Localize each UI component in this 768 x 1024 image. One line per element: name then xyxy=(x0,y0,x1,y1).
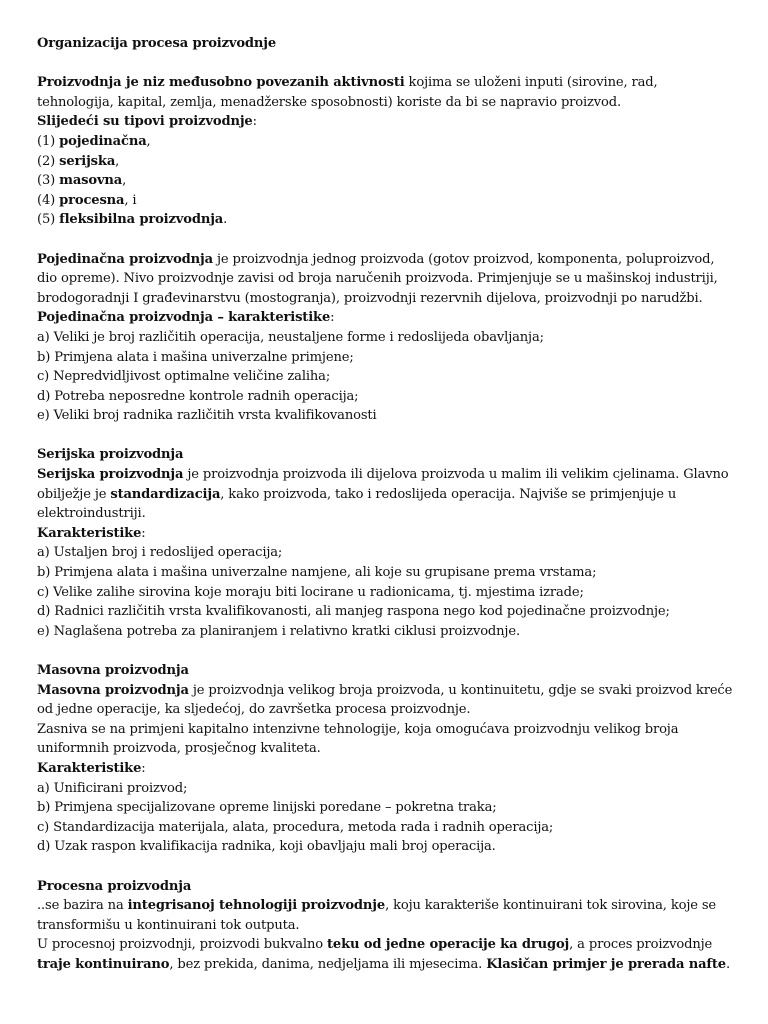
list-item: b) Primjena alata i mašina univerzalne primjene; xyxy=(37,349,354,365)
masovna-paragraph-2: Zasniva se na primjeni kapitalno intenzivne tehnologije, koja omogućava proizvodnju velikog broja uniformnih proizvoda, prosječnog kvaliteta. xyxy=(37,721,679,757)
list-item: d) Radnici različitih vrsta kvalifikovanosti, ali manjeg raspona nego kod pojedinačne proizvodnje; xyxy=(37,604,670,620)
type-item: (3) masovna, xyxy=(37,173,127,189)
document-title: Organizacija procesa proizvodnje xyxy=(37,36,277,51)
procesna-paragraph-2: U procesnoj proizvodnji, proizvodi bukvalno teku od jedne operacije ka drugoj, a proces proizvodnje traje kontinuirano, bez prekida, danima, nedjeljama ili mjesecima. Klasičan primjer je prerada nafte. xyxy=(37,937,731,972)
intro-paragraph: Proizvodnja je niz međusobno povezanih aktivnosti kojima se uloženi inputi (sirovine, rad, tehnologija, kapital, zemlja, menadžerske sposobnosti) koriste da bi se napravio proizvod. xyxy=(37,75,658,110)
list-item: c) Standardizacija materijala, alata, procedura, metoda rada i radnih operacija; xyxy=(37,819,554,835)
serijska-paragraph: Serijska proizvodnja je proizvodnja proizvoda ili dijelova proizvoda u malim ili velikim cjelinama. Glavno obilježje je standardizacija, kako proizvoda, tako i redoslijeda operacija. Najviše se primjenjuje u elektroindustriji. xyxy=(37,467,729,522)
list-item: a) Ustaljen broj i redoslijed operacija; xyxy=(37,545,283,561)
type-item: (2) serijska, xyxy=(37,153,120,169)
procesna-heading: Procesna proizvodnja xyxy=(37,878,192,894)
types-heading: Slijedeći su tipovi proizvodnje: xyxy=(37,114,257,130)
list-item: b) Primjena specijalizovane opreme linijski poredane – pokretna traka; xyxy=(37,800,497,816)
procesna-paragraph: ..se bazira na integrisanoj tehnologiji proizvodnje, koju karakteriše kontinuirani tok sirovina, koje se transformišu u kontinuirani tok outputa. xyxy=(37,898,717,933)
pojedinacna-characteristics-heading: Pojedinačna proizvodnja – karakteristike: xyxy=(37,310,335,326)
list-item: e) Veliki broj radnika različitih vrsta kvalifikovanosti xyxy=(37,408,377,424)
masovna-heading: Masovna proizvodnja xyxy=(37,663,189,678)
masovna-characteristics-heading: Karakteristike: xyxy=(37,760,146,776)
type-item: (4) procesna, i xyxy=(37,192,137,208)
list-item: a) Veliki je broj različitih operacija, neustaljene forme i redoslijeda obavljanja; xyxy=(37,329,544,345)
list-item: d) Uzak raspon kvalifikacija radnika, koji obavljaju mali broj operacija. xyxy=(37,839,496,855)
list-item: a) Unificirani proizvod; xyxy=(37,780,188,796)
serijska-characteristics-heading: Karakteristike: xyxy=(37,525,146,541)
serijska-heading: Serijska proizvodnja xyxy=(37,447,184,463)
list-item: b) Primjena alata i mašina univerzalne namjene, ali koje su grupisane prema vrstama; xyxy=(37,565,597,581)
list-item: c) Velike zalihe sirovina koje moraju biti locirane u radionicama, tj. mjestima izrade; xyxy=(37,584,584,600)
pojedinacna-paragraph: Pojedinačna proizvodnja je proizvodnja jednog proizvoda (gotov proizvod, komponenta, poluproizvod, dio opreme). Nivo proizvodnje zavisi od broja naručenih proizvoda. Primjenjuje se u mašinskoj industriji, brodogoradnji I građevinarstvu (mostogranja), proizvodnji rezervnih dijelova, proizvodnji po narudžbi. xyxy=(37,251,718,306)
type-item: (1) pojedinačna, xyxy=(37,133,151,149)
type-item: (5) fleksibilna proizvodnja. xyxy=(37,212,228,228)
document-page xyxy=(37,34,737,975)
list-item: c) Nepredvidljivost optimalne veličine zaliha; xyxy=(37,369,331,385)
masovna-paragraph: Masovna proizvodnja je proizvodnja velikog broja proizvoda, u kontinuitetu, gdje se svaki proizvod kreće od jedne operacije, ka sljedećoj, do završetka procesa proizvodnje. xyxy=(37,682,733,718)
list-item: e) Naglašena potreba za planiranjem i relativno kratki ciklusi proizvodnje. xyxy=(37,623,520,639)
list-item: d) Potreba neposredne kontrole radnih operacija; xyxy=(37,388,359,404)
